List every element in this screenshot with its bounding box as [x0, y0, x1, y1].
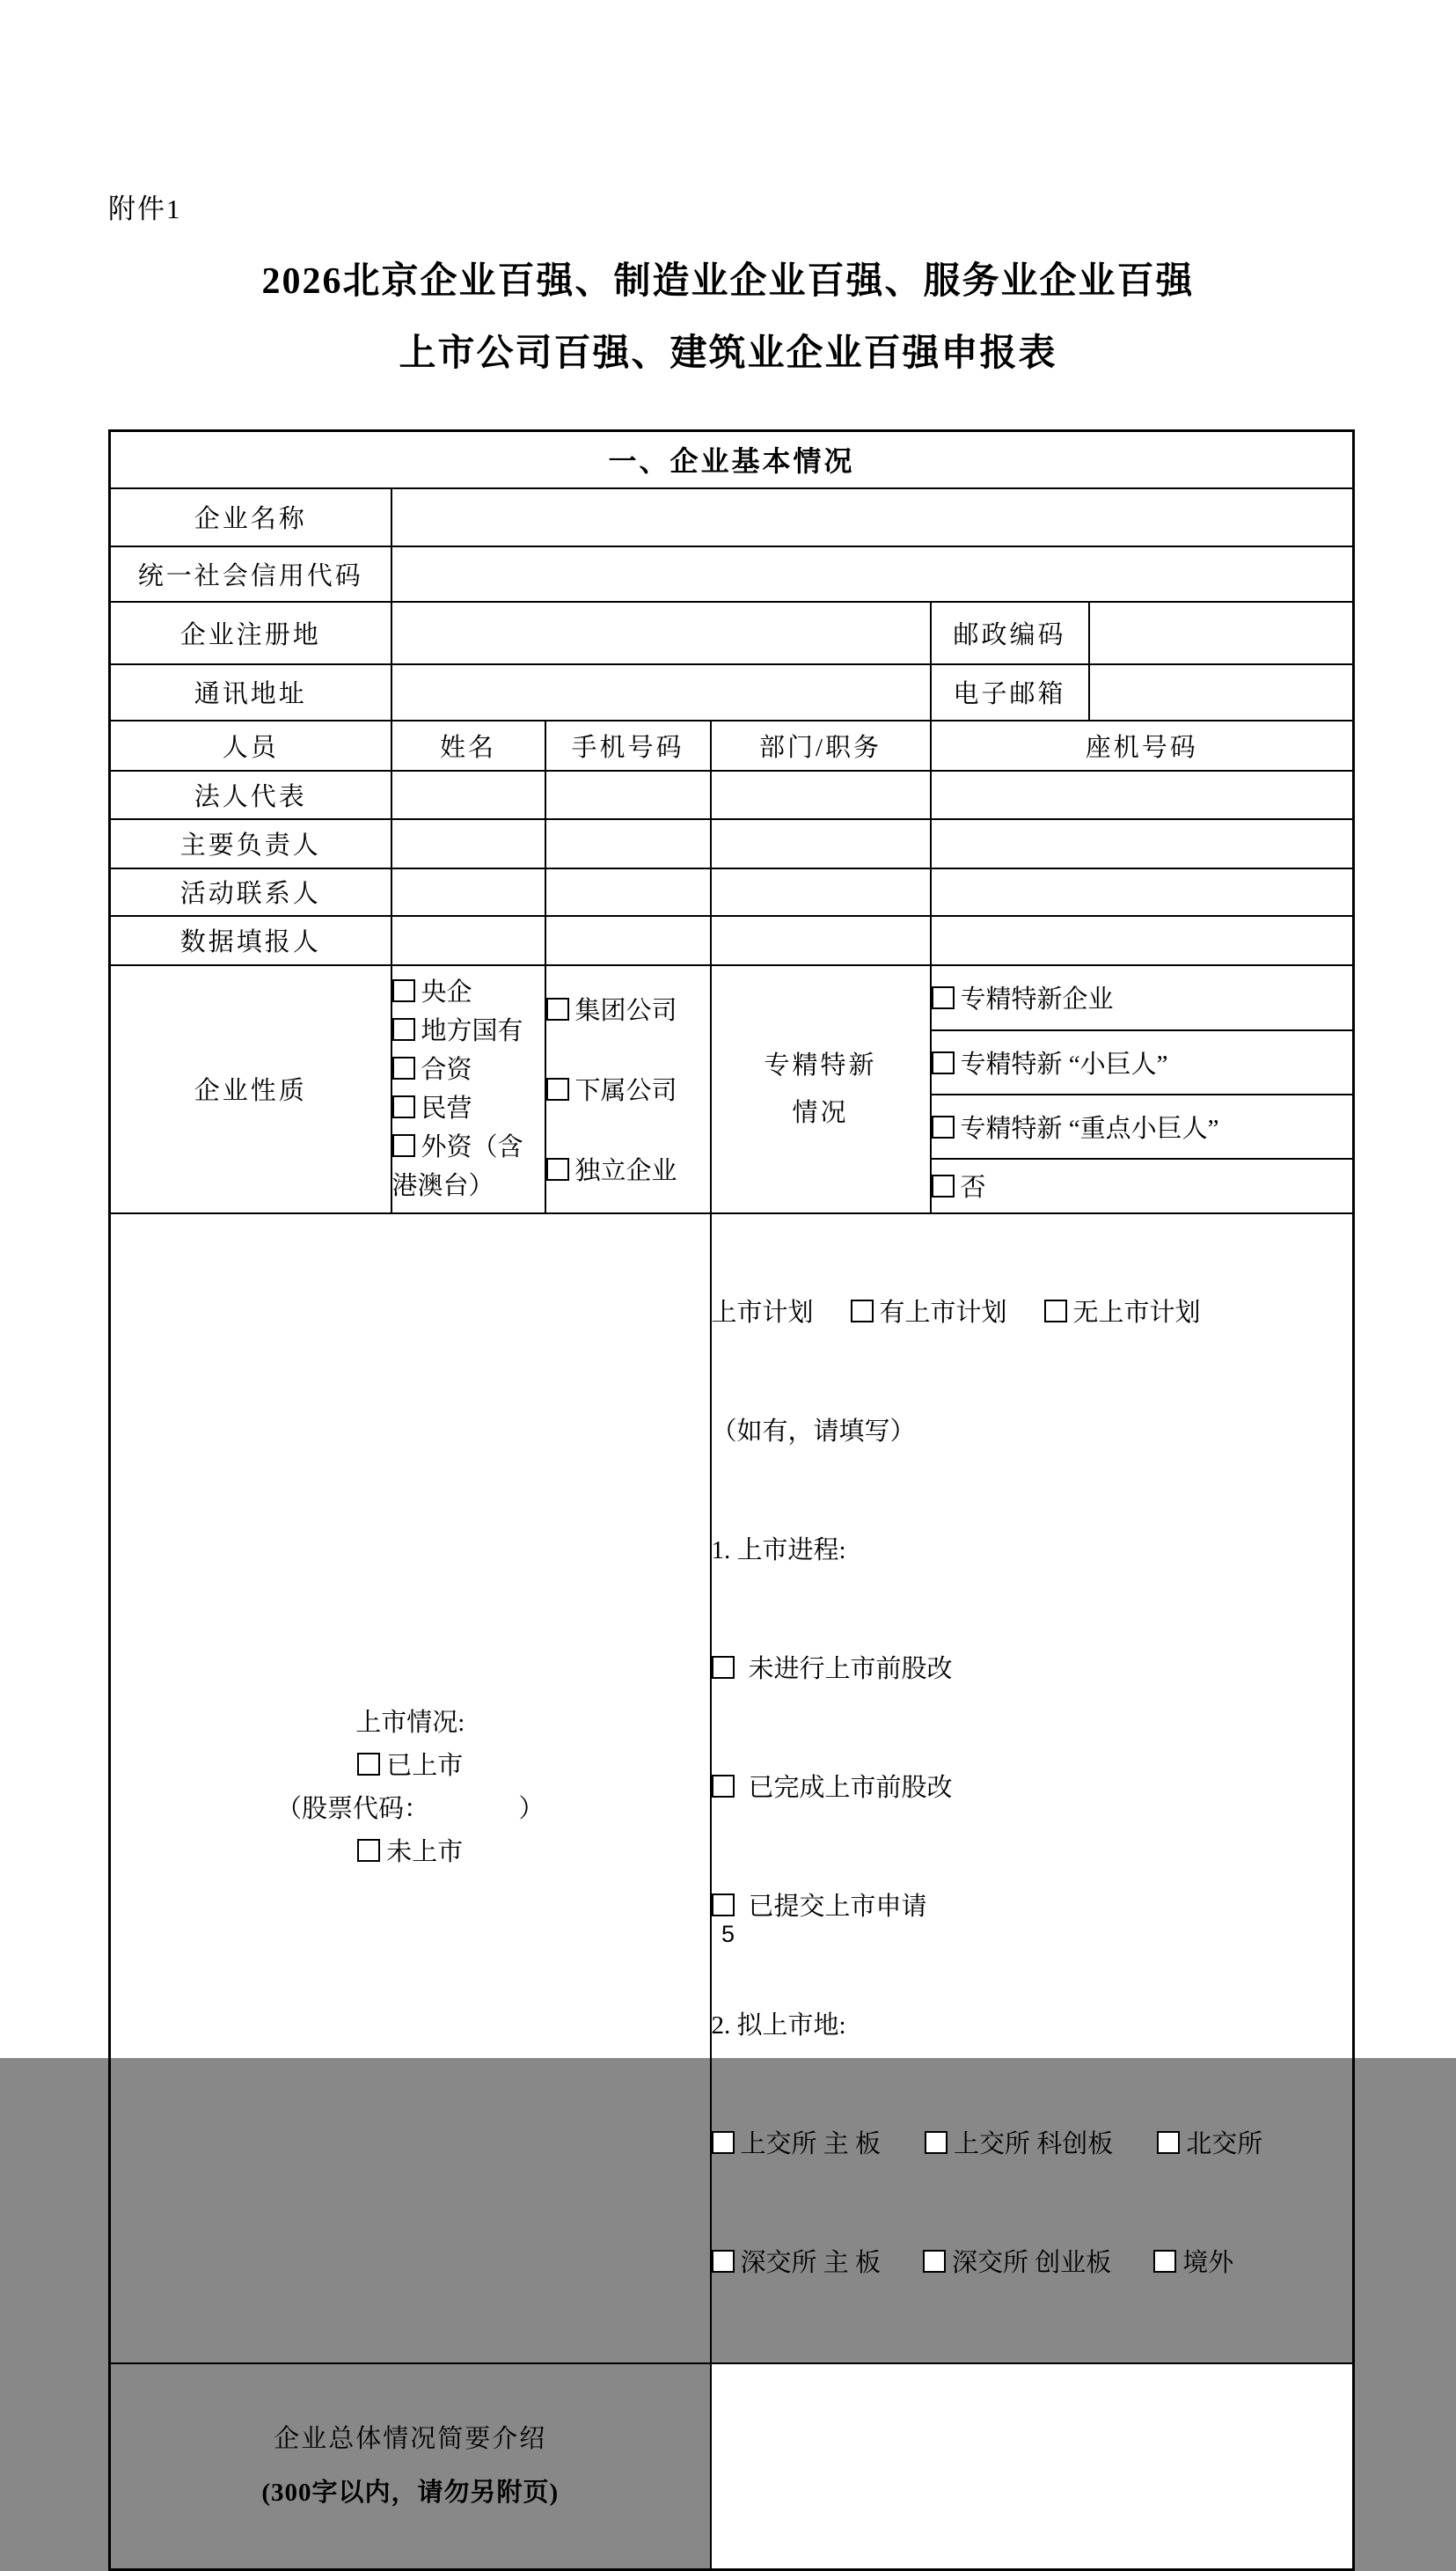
option-private: 民营 [392, 1089, 545, 1128]
option-zjtx-little-giant: 专精特新 “小巨人” [931, 1030, 1354, 1095]
personnel-col-dept: 部门/职务 [711, 721, 931, 771]
principal-landline-field[interactable] [931, 819, 1354, 868]
checkbox-group-company[interactable] [546, 998, 569, 1021]
structure-options-cell [545, 965, 711, 1213]
activity-contact-name-field[interactable] [391, 868, 545, 916]
checkbox-unlisted[interactable] [357, 1839, 380, 1862]
table-row [110, 868, 1354, 916]
checkbox-no-plan[interactable] [1044, 1300, 1067, 1322]
enterprise-nature-label: 企业性质 [110, 965, 391, 1213]
checkbox-zjtx-enterprise[interactable] [932, 986, 955, 1009]
personnel-col-name: 姓名 [391, 721, 545, 771]
checkbox-pre-ipo-done[interactable] [712, 1775, 735, 1798]
data-filler-mobile-field[interactable] [545, 916, 711, 965]
application-form-table [108, 429, 1355, 2571]
option-listed: 已上市 [111, 1745, 710, 1788]
checkbox-has-plan[interactable] [851, 1300, 874, 1322]
mailing-address-field[interactable] [391, 664, 931, 721]
listing-status-label: 上市情况: [355, 1709, 465, 1737]
option-sse-main: 上交所 主 板 [712, 2130, 882, 2158]
ownership-options-cell [391, 965, 545, 1213]
zjtx-status-label: 专精特新 情况 [711, 965, 931, 1213]
principal-dept-field[interactable] [711, 819, 931, 868]
option-bse: 北交所 [1157, 2130, 1262, 2158]
postal-code-field[interactable] [1089, 602, 1354, 664]
option-has-plan: 有上市计划 [851, 1299, 1007, 1327]
mailing-address-label: 通讯地址 [110, 664, 391, 721]
checkbox-subsidiary[interactable] [546, 1078, 569, 1101]
attachment-label: 附件1 [108, 194, 182, 224]
page-number: 5 [721, 1921, 735, 1947]
option-central-soe: 央企 [392, 973, 545, 1012]
activity-contact-mobile-field[interactable] [545, 868, 711, 916]
postal-code-label: 邮政编码 [931, 602, 1089, 664]
checkbox-szse-chinext[interactable] [923, 2250, 946, 2273]
credit-code-label: 统一社会信用代码 [110, 546, 391, 602]
listing-plan-line [712, 1293, 1353, 1333]
checkbox-overseas[interactable] [1153, 2250, 1176, 2273]
option-unlisted: 未上市 [111, 1831, 710, 1874]
option-overseas: 境外 [1153, 2249, 1233, 2277]
option-subsidiary: 下属公司 [546, 1071, 710, 1107]
data-filler-dept-field[interactable] [711, 916, 931, 965]
title-line-1: 2026北京企业百强、制造业企业百强、服务业企业百强 [261, 261, 1195, 302]
personnel-col-landline: 座机号码 [931, 721, 1354, 771]
data-filler-landline-field[interactable] [931, 916, 1354, 965]
principal-mobile-field[interactable] [545, 819, 711, 868]
checkbox-zjtx-little-giant[interactable] [932, 1051, 955, 1074]
activity-contact-label: 活动联系人 [110, 868, 391, 916]
listing-venue-title: 2. 拟上市地: [711, 2011, 846, 2040]
checkbox-sse-star[interactable] [925, 2131, 947, 2154]
title-line-2: 上市公司百强、建筑业企业百强申报表 [399, 333, 1057, 374]
checkbox-joint-venture[interactable] [392, 1057, 415, 1080]
option-ipo-submitted: 已提交上市申请 [712, 1887, 1353, 1927]
checkbox-bse[interactable] [1157, 2131, 1180, 2154]
option-group-company: 集团公司 [546, 991, 710, 1027]
checkbox-sse-main[interactable] [712, 2131, 735, 2154]
listing-process-title: 1. 上市进程: [711, 1535, 846, 1564]
checkbox-independent[interactable] [546, 1158, 569, 1181]
listing-status-cell [110, 1213, 711, 2363]
checkbox-zjtx-key-little-giant[interactable] [932, 1116, 955, 1139]
option-zjtx-key-little-giant: 专精特新 “重点小巨人” [931, 1095, 1354, 1159]
checkbox-private[interactable] [392, 1095, 415, 1118]
company-name-label: 企业名称 [110, 488, 391, 546]
option-pre-ipo-not-started: 未进行上市前股改 [712, 1650, 1353, 1689]
stock-code-line[interactable]: （股票代码： ） [275, 1795, 545, 1823]
principal-name-field[interactable] [391, 819, 545, 868]
activity-contact-landline-field[interactable] [931, 868, 1354, 916]
checkbox-zjtx-no[interactable] [932, 1175, 955, 1198]
checkbox-central-soe[interactable] [392, 979, 415, 1002]
option-foreign: 外资（含港澳台） [391, 1132, 523, 1200]
table-row [110, 916, 1354, 965]
option-joint-venture: 合资 [392, 1051, 545, 1089]
checkbox-listed[interactable] [357, 1753, 380, 1776]
checkbox-foreign[interactable] [392, 1134, 415, 1157]
data-filler-label: 数据填报人 [110, 916, 391, 965]
principal-label: 主要负责人 [110, 819, 391, 868]
option-pre-ipo-done: 已完成上市前股改 [712, 1769, 1353, 1808]
legal-rep-dept-field[interactable] [711, 771, 931, 819]
personnel-col-person: 人员 [110, 721, 391, 771]
credit-code-field[interactable] [391, 546, 1354, 602]
company-name-field[interactable] [391, 488, 1354, 546]
intro-label-line-1: 企业总体情况简要介绍 [274, 2424, 547, 2453]
option-independent: 独立企业 [546, 1151, 710, 1187]
option-szse-main: 深交所 主 板 [712, 2249, 882, 2277]
document-title [0, 263, 1456, 372]
listing-plan-cell [711, 1213, 1354, 2363]
legal-rep-label: 法人代表 [110, 771, 391, 819]
checkbox-szse-main[interactable] [712, 2250, 735, 2273]
section-header: 一、企业基本情况 [110, 431, 1354, 488]
intro-text-field[interactable] [711, 2363, 1354, 2570]
email-label: 电子邮箱 [931, 664, 1089, 721]
option-zjtx-enterprise: 专精特新企业 [931, 965, 1354, 1030]
personnel-col-mobile: 手机号码 [545, 721, 711, 771]
option-no-plan: 无上市计划 [1044, 1299, 1201, 1327]
data-filler-name-field[interactable] [391, 916, 545, 965]
checkbox-local-soe[interactable] [392, 1018, 415, 1041]
option-local-soe: 地方国有 [392, 1012, 545, 1051]
table-row [110, 819, 1354, 868]
intro-label-line-2: (300字以内，请勿另附页) [261, 2478, 560, 2507]
table-row [110, 771, 1354, 819]
option-szse-chinext: 深交所 创业板 [923, 2249, 1111, 2277]
registered-address-field[interactable] [391, 602, 931, 664]
legal-rep-name-field[interactable] [391, 771, 545, 819]
checkbox-pre-ipo-not-started[interactable] [712, 1656, 735, 1679]
listing-plan-note: （如有，请填写） [711, 1417, 916, 1446]
option-zjtx-no: 否 [931, 1159, 1354, 1213]
option-sse-star: 上交所 科创板 [925, 2130, 1113, 2158]
listing-plan-label: 上市计划 [711, 1298, 814, 1327]
email-field[interactable] [1089, 664, 1354, 721]
legal-rep-landline-field[interactable] [931, 771, 1354, 819]
checkbox-ipo-submitted[interactable] [712, 1893, 735, 1916]
activity-contact-dept-field[interactable] [711, 868, 931, 916]
registered-address-label: 企业注册地 [110, 602, 391, 664]
venue-row-2 [712, 2244, 1353, 2283]
intro-label-cell [110, 2363, 711, 2570]
legal-rep-mobile-field[interactable] [545, 771, 711, 819]
venue-row-1 [712, 2125, 1353, 2164]
